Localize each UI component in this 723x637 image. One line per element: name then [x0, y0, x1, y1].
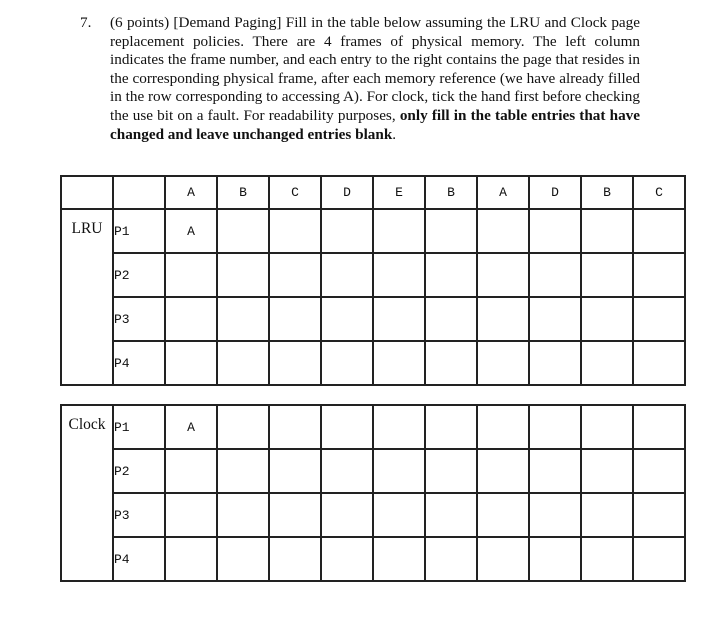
table-cell[interactable]	[581, 537, 633, 581]
table-cell[interactable]	[425, 209, 477, 253]
lru-header-corner	[61, 176, 113, 209]
question-end: .	[392, 125, 397, 143]
table-cell[interactable]	[269, 297, 321, 341]
table-cell[interactable]	[217, 209, 269, 253]
table-cell[interactable]	[581, 253, 633, 297]
reference-header: B	[425, 176, 477, 209]
table-cell[interactable]	[633, 449, 685, 493]
table-cell[interactable]	[529, 449, 581, 493]
table-cell[interactable]	[269, 537, 321, 581]
table-cell[interactable]: A	[165, 405, 217, 449]
table-cell[interactable]	[581, 405, 633, 449]
question-text	[110, 14, 640, 144]
table-cell[interactable]	[269, 449, 321, 493]
table-cell[interactable]	[529, 493, 581, 537]
lru-row-p2	[61, 253, 685, 297]
table-cell[interactable]	[581, 209, 633, 253]
table-cell[interactable]	[217, 341, 269, 385]
table-cell[interactable]	[425, 405, 477, 449]
table-cell[interactable]	[373, 449, 425, 493]
table-cell[interactable]	[269, 493, 321, 537]
lru-row-p1	[61, 209, 685, 253]
table-cell[interactable]	[425, 297, 477, 341]
reference-header: C	[269, 176, 321, 209]
table-cell[interactable]	[529, 209, 581, 253]
table-cell[interactable]	[477, 493, 529, 537]
table-cell[interactable]	[321, 449, 373, 493]
clock-table	[60, 404, 686, 582]
table-cell[interactable]	[373, 493, 425, 537]
table-cell[interactable]	[425, 493, 477, 537]
table-cell[interactable]	[633, 493, 685, 537]
reference-header: B	[581, 176, 633, 209]
table-cell[interactable]	[477, 405, 529, 449]
table-cell[interactable]	[373, 209, 425, 253]
table-cell[interactable]	[217, 449, 269, 493]
table-cell[interactable]	[633, 297, 685, 341]
frame-label: P4	[113, 537, 165, 581]
table-cell[interactable]	[529, 253, 581, 297]
table-cell[interactable]	[477, 297, 529, 341]
reference-header: A	[165, 176, 217, 209]
table-cell[interactable]	[269, 341, 321, 385]
table-cell[interactable]	[321, 405, 373, 449]
table-cell[interactable]	[633, 209, 685, 253]
table-cell[interactable]	[217, 297, 269, 341]
table-cell[interactable]	[269, 405, 321, 449]
reference-header: A	[477, 176, 529, 209]
clock-label: Clock	[61, 405, 113, 581]
frame-label: P1	[113, 405, 165, 449]
table-cell[interactable]	[529, 537, 581, 581]
table-cell[interactable]	[477, 449, 529, 493]
table-cell[interactable]	[425, 253, 477, 297]
frame-label: P3	[113, 297, 165, 341]
question-block	[80, 14, 640, 144]
table-cell[interactable]	[373, 253, 425, 297]
table-cell[interactable]	[477, 209, 529, 253]
clock-row-p3	[61, 493, 685, 537]
table-cell[interactable]	[269, 209, 321, 253]
question-number: 7.	[80, 14, 92, 31]
table-cell[interactable]	[165, 493, 217, 537]
table-cell[interactable]	[425, 449, 477, 493]
question-bold-instruction: only fill in the table entries that have changed and leave unchanged entries blank	[110, 106, 640, 143]
table-cell[interactable]	[633, 537, 685, 581]
clock-row-p4	[61, 537, 685, 581]
lru-row-p4	[61, 341, 685, 385]
table-cell[interactable]	[477, 253, 529, 297]
table-cell[interactable]	[321, 209, 373, 253]
frame-label: P3	[113, 493, 165, 537]
table-cell[interactable]	[165, 537, 217, 581]
table-cell[interactable]	[321, 297, 373, 341]
table-cell[interactable]	[217, 405, 269, 449]
table-cell[interactable]	[529, 341, 581, 385]
table-cell[interactable]	[217, 493, 269, 537]
lru-header-row	[61, 176, 685, 209]
table-cell[interactable]	[269, 253, 321, 297]
frame-label: P4	[113, 341, 165, 385]
table-cell[interactable]	[373, 341, 425, 385]
reference-header: C	[633, 176, 685, 209]
table-cell[interactable]	[581, 297, 633, 341]
lru-label: LRU	[61, 209, 113, 385]
table-cell[interactable]	[321, 493, 373, 537]
table-cell[interactable]	[165, 253, 217, 297]
table-cell[interactable]: A	[165, 209, 217, 253]
lru-row-p3	[61, 297, 685, 341]
table-cell[interactable]	[529, 297, 581, 341]
table-cell[interactable]	[581, 341, 633, 385]
table-cell[interactable]	[165, 341, 217, 385]
frame-label: P2	[113, 449, 165, 493]
table-cell[interactable]	[477, 341, 529, 385]
clock-row-p2	[61, 449, 685, 493]
reference-header: D	[529, 176, 581, 209]
table-cell[interactable]	[217, 253, 269, 297]
frame-label: P2	[113, 253, 165, 297]
table-cell[interactable]	[321, 537, 373, 581]
table-cell[interactable]	[633, 253, 685, 297]
reference-header: B	[217, 176, 269, 209]
table-cell[interactable]	[373, 537, 425, 581]
table-cell[interactable]	[321, 341, 373, 385]
table-cell[interactable]	[373, 297, 425, 341]
table-cell[interactable]	[217, 537, 269, 581]
table-cell[interactable]	[373, 405, 425, 449]
reference-header: E	[373, 176, 425, 209]
question-instructions: (6 points) [Demand Paging] Fill in the table below assuming the LRU and Clock page replacement policies. There are 4 frames of physical memory. The left column indicates the frame number, and each entry to the right contains the page that resides in the corresponding physical frame, after each memory reference (we have already filled in the row corresponding to accessing A). For clock, tick the hand first before checking the use bit on a fault. For readability purposes,	[110, 14, 640, 124]
lru-header-frame-col	[113, 176, 165, 209]
table-cell[interactable]	[529, 405, 581, 449]
table-cell[interactable]	[165, 297, 217, 341]
table-cell[interactable]	[425, 537, 477, 581]
table-cell[interactable]	[477, 537, 529, 581]
frame-label: P1	[113, 209, 165, 253]
table-cell[interactable]	[321, 253, 373, 297]
table-cell[interactable]	[633, 405, 685, 449]
table-cell[interactable]	[581, 449, 633, 493]
clock-row-p1	[61, 405, 685, 449]
lru-table	[60, 175, 686, 386]
table-cell[interactable]	[165, 449, 217, 493]
table-cell[interactable]	[425, 341, 477, 385]
table-cell[interactable]	[581, 493, 633, 537]
table-cell[interactable]	[633, 341, 685, 385]
reference-header: D	[321, 176, 373, 209]
